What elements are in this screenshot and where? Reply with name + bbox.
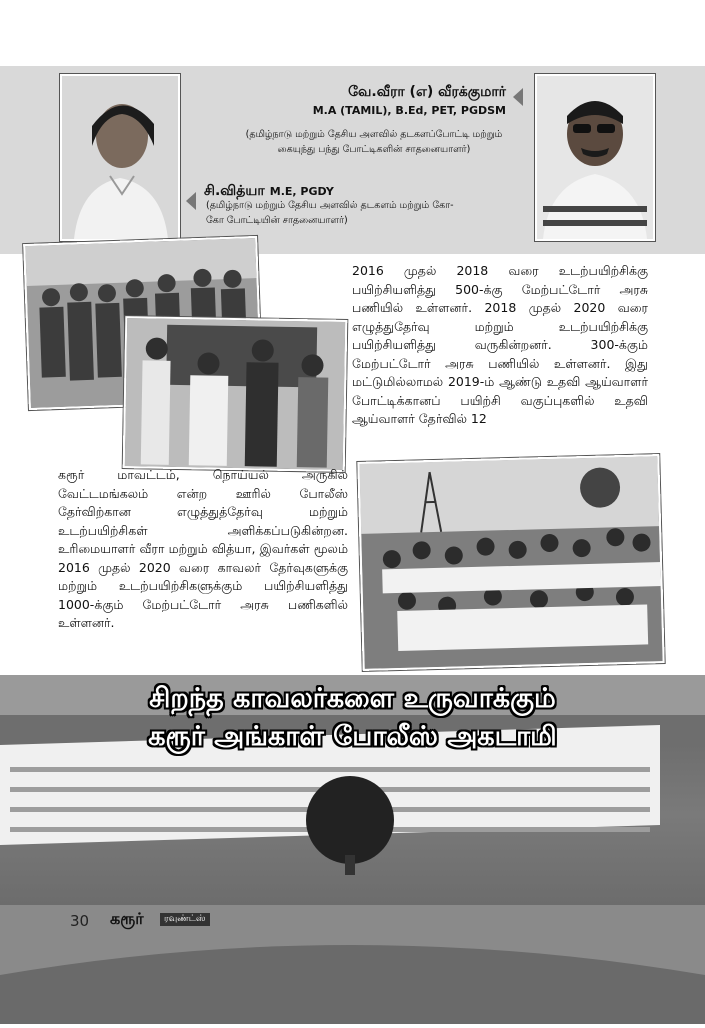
article-column-left: கரூர் மாவட்டம், நொய்யல் அருகில் வேட்டமங்கலம் என்ற ஊரில் போலீஸ் தேர்விற்கான எழுத்துத்தேர்வு மற்றும் உடற்பயிற்சிகள் அளிக்கப்படுகின்றன. உரிமையாளர் வீரா மற்றும் வித்யா, இவர்கள் மூலம் 2016 முதல் 2020 வரை காவலர் தேர்வுகளுக்கு மற்றும் உடற்பயிற்சிகளுக்கும் பயிற்சியளித்து 1000-க்கும் மேற்பட்டோர் அரசு பணிகளில் உள்ளனர். [58,467,348,630]
vidhya-note: (தமிழ்நாடு மற்றும் தேசிய அளவில் தடகளம் மற்றும் கோ-கோ போட்டியின் சாதனையாளர்) [206,200,454,226]
pointer-icon [186,192,196,210]
vidhya-portrait [60,74,180,241]
article-column-right: 2016 முதல் 2018 வரை உடற்பயிற்சிக்கு பயிற்சியளித்து 500-க்கு மேற்பட்டோர் அரசு பணியில் உள்ளனர். 2018 முதல் 2020 வரை எழுத்துதேர்வு மற்றும் உடற்பயிற்சிக்கு பயிற்சியளித்து வருகின்றனர். 300-க்கும் மேற்பட்டோர் அரசு பணியில் உள்ளனர். இது மட்டுமில்லாமல் 2019-ம் ஆண்டு உதவி ஆய்வாளர் போட்டிக்கானப் பயிற்சி வகுப்புகளில் உதவி ஆய்வாளர் தேர்வில் 12 [352,263,648,426]
vidhya-name: சி.வித்யா [204,183,265,199]
veera-portrait [535,74,655,241]
headline-line2: கரூர் அங்காள் போலீஸ் அகடாமி [148,721,557,752]
award-photo [123,316,348,472]
veera-note: (தமிழ்நாடு மற்றும் தேசிய அளவில் தடகளப்போட்டி மற்றும் கையுந்து பந்து போட்டிகளின் சாதனையாளர்) [245,129,503,155]
magazine-name: கரூர் [110,909,144,928]
headline-line1: சிறந்த காவலர்களை உருவாக்கும் [149,683,556,714]
veera-degrees: M.A (TAMIL), B.Ed, PET, PGDSM [312,104,506,117]
vidhya-degrees: M.E, PGDY [269,185,334,198]
veera-name: வே.வீரா (எ) வீரக்குமார் [348,84,506,100]
group-photo [357,454,664,671]
magazine-tag: ரவுண்ட்ஸ் [160,913,210,926]
page-number: 30 [70,912,90,930]
pointer-icon [513,88,523,106]
